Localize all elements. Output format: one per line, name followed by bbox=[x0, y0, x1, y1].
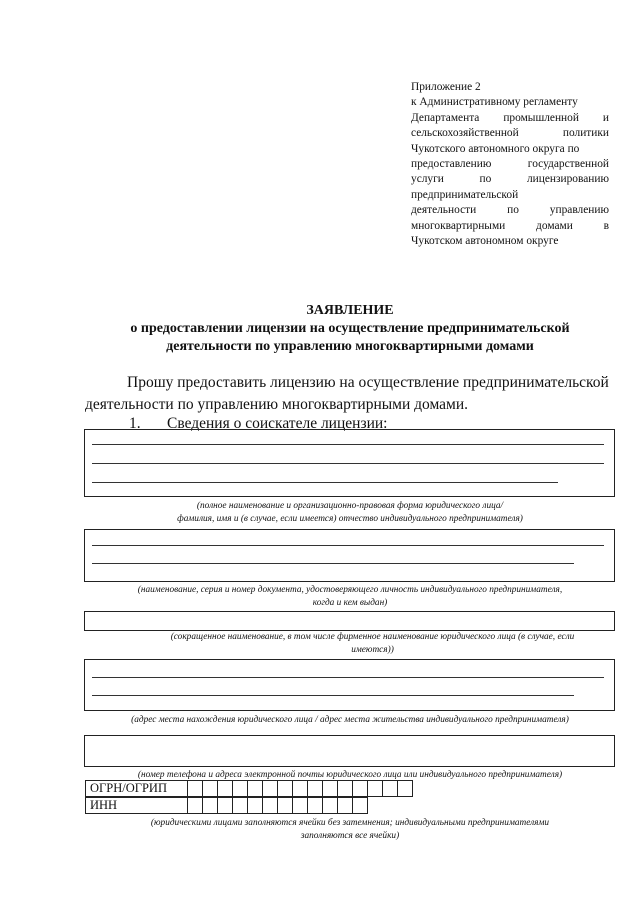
caption-line: имеются)) bbox=[351, 644, 394, 655]
inn-digit-cell[interactable] bbox=[323, 798, 338, 814]
inn-digit-cell[interactable] bbox=[263, 798, 278, 814]
caption-line: (полное наименование и организационно-правовая форма юридического лица/ bbox=[196, 501, 504, 511]
codes-caption bbox=[85, 817, 615, 842]
annex-line: предоставлению государственной bbox=[411, 158, 609, 171]
contact-field[interactable] bbox=[84, 735, 615, 767]
annex-block bbox=[411, 80, 609, 249]
caption-line: фамилия, имя и (в случае, если имеется) отчество индивидуального предпринимателя) bbox=[177, 513, 523, 524]
ogrn-label: ОГРН/ОГРИП bbox=[86, 781, 188, 797]
section-label: Сведения о соискателе лицензии: bbox=[167, 415, 388, 432]
caption-line: (сокращенное наименование, в том числе фирменное наименование юридического лица (в случае, если bbox=[170, 632, 575, 642]
inn-label: ИНН bbox=[86, 798, 188, 814]
ogrn-digit-cell[interactable] bbox=[278, 781, 293, 797]
short-name-caption bbox=[130, 631, 615, 656]
annex-line: многоквартирными домами в bbox=[411, 219, 609, 232]
inn-digit-cell[interactable] bbox=[278, 798, 293, 814]
annex-line: Приложение 2 bbox=[411, 81, 481, 93]
ogrn-table bbox=[85, 780, 413, 797]
entry-line bbox=[92, 695, 574, 696]
intro-line-1: Прошу предоставить лицензию на осуществление предпринимательской bbox=[127, 374, 609, 391]
identity-document-field[interactable] bbox=[84, 529, 615, 582]
ogrn-digit-cell[interactable] bbox=[398, 781, 413, 797]
entry-line bbox=[92, 482, 558, 483]
ogrn-digit-cell[interactable] bbox=[383, 781, 398, 797]
inn-digit-cell[interactable] bbox=[353, 798, 368, 814]
caption-line: (номер телефона и адреса электронной почты юридического лица или индивидуального предпринимателя) bbox=[137, 770, 563, 780]
annex-line: Чукотском автономном округе bbox=[411, 235, 559, 248]
ogrn-digit-cell[interactable] bbox=[248, 781, 263, 797]
caption-line: (адрес места нахождения юридического лица / адрес места жительства индивидуального предпринимателя) bbox=[131, 715, 569, 725]
annex-line: деятельности по управлению bbox=[411, 204, 609, 217]
entry-line bbox=[92, 444, 604, 445]
title-line-2: деятельности по управлению многоквартирными домами bbox=[166, 339, 534, 354]
ogrn-digit-cell[interactable] bbox=[368, 781, 383, 797]
ogrn-digit-cell[interactable] bbox=[338, 781, 353, 797]
ogrn-digit-cell[interactable] bbox=[233, 781, 248, 797]
inn-digit-cell[interactable] bbox=[203, 798, 218, 814]
inn-row bbox=[86, 798, 368, 814]
ogrn-digit-cell[interactable] bbox=[308, 781, 323, 797]
inn-digit-cell[interactable] bbox=[308, 798, 323, 814]
ogrn-digit-cell[interactable] bbox=[203, 781, 218, 797]
document-title bbox=[80, 302, 620, 356]
annex-line: к Административному регламенту bbox=[411, 96, 578, 109]
entry-line bbox=[92, 677, 604, 678]
inn-table bbox=[85, 797, 368, 814]
ogrn-digit-cell[interactable] bbox=[323, 781, 338, 797]
annex-line: Департамента промышленной и bbox=[411, 111, 609, 124]
ogrn-digit-cell[interactable] bbox=[218, 781, 233, 797]
ogrn-digit-cell[interactable] bbox=[353, 781, 368, 797]
annex-line: сельскохозяйственной политики bbox=[411, 127, 609, 140]
entry-line bbox=[92, 463, 604, 464]
section-number: 1. bbox=[129, 415, 141, 432]
inn-digit-cell[interactable] bbox=[248, 798, 263, 814]
identity-document-caption bbox=[85, 584, 615, 609]
inn-digit-cell[interactable] bbox=[233, 798, 248, 814]
inn-digit-cell[interactable] bbox=[293, 798, 308, 814]
ogrn-digit-cell[interactable] bbox=[263, 781, 278, 797]
short-name-field[interactable] bbox=[84, 611, 615, 631]
address-caption bbox=[85, 714, 615, 727]
caption-line: (юридическими лицами заполняются ячейки без затемнения; индивидуальными предпринимателями bbox=[150, 818, 550, 828]
caption-line: (наименование, серия и номер документа, удостоверяющего личность индивидуального предпринимателя, bbox=[137, 585, 563, 595]
inn-digit-cell[interactable] bbox=[338, 798, 353, 814]
caption-line: когда и кем выдан) bbox=[312, 597, 388, 608]
full-name-caption bbox=[85, 500, 615, 525]
title-line-1: о предоставлении лицензии на осуществление предпринимательской bbox=[130, 321, 570, 336]
entry-line bbox=[92, 563, 574, 564]
inn-digit-cell[interactable] bbox=[188, 798, 203, 814]
address-field[interactable] bbox=[84, 659, 615, 711]
title-heading: ЗАЯВЛЕНИЕ bbox=[306, 303, 394, 318]
caption-line: заполняются все ячейки) bbox=[300, 830, 400, 841]
ogrn-digit-cell[interactable] bbox=[293, 781, 308, 797]
annex-line: предпринимательской bbox=[411, 188, 519, 201]
ogrn-digit-cell[interactable] bbox=[188, 781, 203, 797]
inn-digit-cell[interactable] bbox=[218, 798, 233, 814]
annex-line: услуги по лицензированию bbox=[411, 173, 609, 186]
ogrn-row bbox=[86, 781, 413, 797]
intro-line-2: деятельности по управлению многоквартирными домами. bbox=[85, 396, 469, 413]
entry-line bbox=[92, 545, 604, 546]
annex-line: Чукотского автономного округа по bbox=[411, 142, 580, 155]
